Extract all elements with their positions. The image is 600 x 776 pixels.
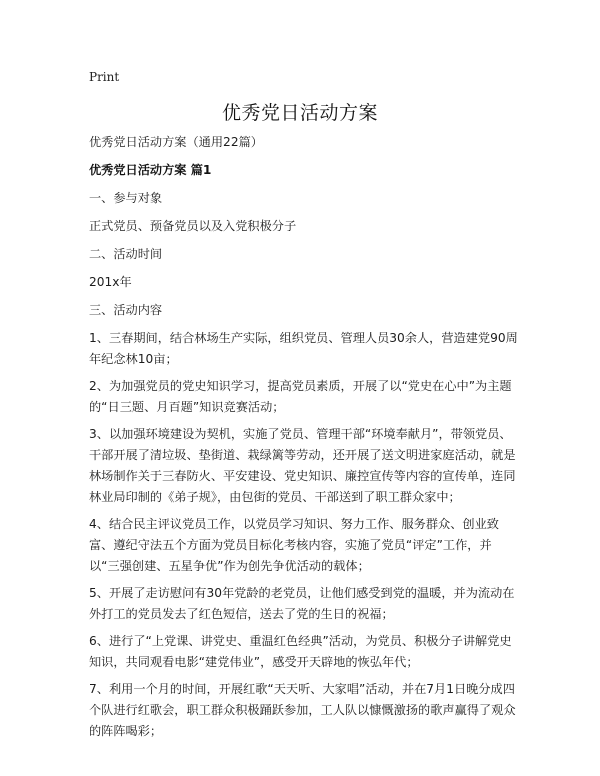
paragraph: 二、活动时间 xyxy=(89,247,163,261)
paragraph: 正式党员、预备党员以及入党积极分子 xyxy=(89,219,297,233)
document-body xyxy=(89,132,521,748)
paragraph: 1、三春期间，结合林场生产实际，组织党员、管理人员30余人，营造建党90周年纪念林10亩； xyxy=(89,331,518,366)
document-title: 优秀党日活动方案 xyxy=(221,102,378,124)
paragraph: 2、为加强党员的党史知识学习，提高党员素质，开展了以“党史在心中”为主题的“日三题、月百题”知识竞赛活动； xyxy=(89,379,512,414)
document-subtitle: 优秀党日活动方案（通用22篇） xyxy=(89,135,263,149)
paragraph: 三、活动内容 xyxy=(89,303,163,317)
print-link[interactable]: Print xyxy=(89,70,120,84)
section-heading: 优秀党日活动方案 篇1 xyxy=(89,163,212,177)
paragraph: 6、进行了“上党课、讲党史、重温红色经典”活动，为党员、积极分子讲解党史知识，共同观看电影“建党伟业”，感受开天辟地的恢弘年代； xyxy=(89,634,512,669)
paragraph: 一、参与对象 xyxy=(89,191,163,205)
paragraph: 201x年 xyxy=(89,275,132,289)
paragraph: 7、利用一个月的时间，开展红歌“天天听、大家唱”活动，并在7月1日晚分成四个队进行红歌会，职工群众积极踊跃参加，工人队以慷慨激扬的歌声赢得了观众的阵阵喝彩； xyxy=(89,682,516,738)
paragraph: 3、以加强环境建设为契机，实施了党员、管理干部“环境奉献月”，带领党员、干部开展了清垃圾、垫街道、栽绿篱等劳动，还开展了送文明进家庭活动，就是林场制作关于三春防火、平安建设、党史知识、廉控宣传等内容的宣传单，连同林业局印制的《弟子规》，由包街的党员、干部送到了职工群众家中； xyxy=(89,427,516,504)
paragraph: 4、结合民主评议党员工作，以党员学习知识、努力工作、服务群众、创业致富、遵纪守法五个方面为党员目标化考核内容，实施了党员“评定”工作，并以“三强创建、五星争优”作为创先争优活动的载体； xyxy=(89,517,499,573)
paragraph: 5、开展了走访慰问有30年党龄的老党员，让他们感受到党的温暖，并为流动在外打工的党员发去了红色短信，送去了党的生日的祝福； xyxy=(89,586,515,621)
